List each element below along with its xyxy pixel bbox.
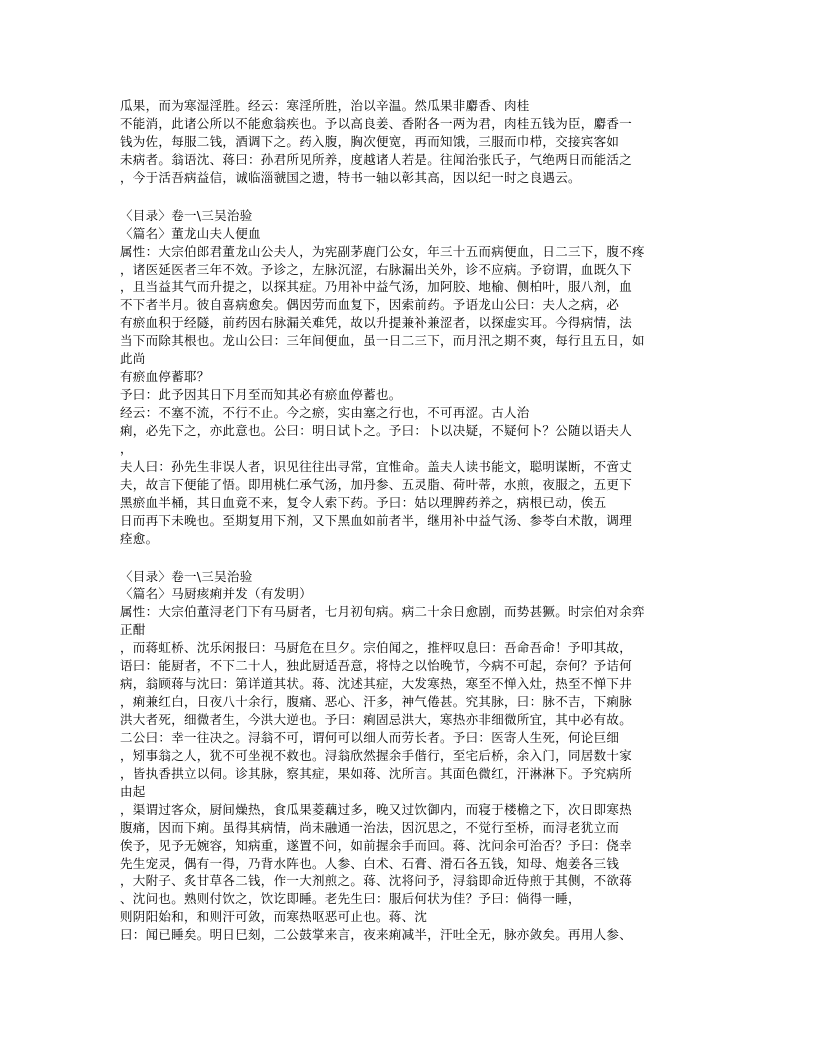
section-line: 、沈问也。熟则付饮之，饮讫即睡。老先生曰：服后何状为佳？予曰：倘得一睡， xyxy=(120,891,581,907)
document-page xyxy=(120,97,720,944)
section-line: ，皆执香拱立以伺。诊其脉，察其症，果如蒋、沈所言。其面色微红，汗淋淋下。予究病所 xyxy=(120,765,633,781)
section-line: 〈篇名〉董龙山夫人便血 xyxy=(120,225,261,241)
section-line: 夫，故言下便能了悟。即用桃仁承气汤，加丹参、五灵脂、荷叶蒂，水煎，夜服之，五更下 xyxy=(120,476,633,492)
section-line: ，诸医延医者三年不效。予诊之，左脉沉涩，右脉漏出关外，诊不应病。予窃谓，血既久下 xyxy=(120,261,633,277)
section-line: 曰：闻已睡矣。明日巳刻，二公鼓掌来言，夜来痢减半，汗吐全无，脉亦敛矣。再用人参、 xyxy=(120,927,633,943)
section-line: 二公曰：幸一往决之。浔翁不可，谓何可以细人而劳长者。予曰：医寄人生死，何论巨细 xyxy=(120,729,620,745)
section-line: 有瘀血停蓄耶？ xyxy=(120,369,210,385)
section-line: 〈篇名〉马厨痎痢并发（有发明） xyxy=(120,586,313,602)
section-line: 俟予，见予无婉容，知病重，遂置不问，如前握余手而回。蒋、沈问余可治否？予曰：侥幸 xyxy=(120,837,633,853)
section-line: 日而再下未晚也。至期复用下剂，又下黑血如前者半，继用补中益气汤、参苓白术散，调理 xyxy=(120,512,633,528)
paragraph-line: 不能消，此诸公所以不能愈翁疾也。予以高良姜、香附各一两为君，肉桂五钱为臣，麝香一 xyxy=(120,115,633,131)
section-line: 〈目录〉卷一\三吴治验 xyxy=(120,207,253,223)
section-line: ，渠谓过客众，厨间燥热，食瓜果菱藕过多，晚又过饮御内，而寝于楼檐之下，次日即寒热 xyxy=(120,801,633,817)
section-ma-cook-malaria-dysentery xyxy=(120,568,720,945)
section-line: 属性：大宗伯董浔老门下有马厨者，七月初旬病。病二十余日愈剧，而势甚獗。时宗伯对余弈 xyxy=(120,604,645,620)
section-line: 痢，必先下之，亦此意也。公曰：明日试卜之。予曰：卜以决疑，不疑何卜？公随以语夫人 xyxy=(120,422,633,438)
section-line: ，大附子、炙甘草各二钱，作一大剂煎之。蒋、沈将问予，浔翁即命近侍煎于其侧，不欲蒋 xyxy=(120,873,633,889)
section-line: 由起 xyxy=(120,783,146,799)
paragraph-line: ，今于活吾病益信，诚临淄虢国之遗，特书一轴以彰其高，因以纪一时之良遇云。 xyxy=(120,169,581,185)
section-line: 不下者半月。彼自喜病愈矣。偶因劳而血复下，因索前药。予语龙山公曰：夫人之病，必 xyxy=(120,297,620,313)
section-line: 黑瘀血半桶，其日血竟不来，复令人索下药。予曰：姑以理脾药养之，病根已动，俟五 xyxy=(120,494,607,510)
section-line: 有瘀血积于经隧，前药因右脉漏关难凭，故以升提兼补兼涩者，以探虚实耳。今得病情，法 xyxy=(120,315,633,331)
section-line: 当下而除其根也。龙山公曰：三年间便血，虽一日二三下，而月汛之期不爽，每行且五日，如 xyxy=(120,333,645,349)
section-line: 此尚 xyxy=(120,351,146,367)
paragraph-continued-text xyxy=(120,97,720,187)
section-line: ，而蒋虹桥、沈乐闲报曰：马厨危在旦夕。宗伯闻之，推枰叹息曰：吾命吾命！予叩其故， xyxy=(120,640,633,656)
section-gap xyxy=(120,548,720,568)
section-line: ，痢兼红白，日夜八十余行，腹痛、恶心、汗多，神气倦甚。究其脉，曰：脉不吉，下痢脉 xyxy=(120,694,633,710)
section-line: 经云：不塞不流，不行不止。今之瘀，实由塞之行也，不可再涩。古人治 xyxy=(120,405,530,420)
section-line: ，且当益其气而升提之，以探其症。乃用补中益气汤，加阿胶、地榆、侧柏叶，服八剂，血 xyxy=(120,279,633,295)
section-line: 则阴阳始和，和则汗可敛，而寒热呕恶可止也。蒋、沈 xyxy=(120,909,428,925)
section-line: 腹痛，因而下痢。虽得其病情，尚未融通一治法，因沉思之，不觉行至桥，而浔老犹立而 xyxy=(120,819,620,835)
section-line: 〈目录〉卷一\三吴治验 xyxy=(120,568,253,584)
section-line: 夫人曰：孙先生非误人者，识见往往出寻常，宜惟命。盖夫人读书能文，聪明谋断，不啻丈 xyxy=(120,458,633,474)
section-line: 正酣 xyxy=(120,622,146,638)
section-line: 洪大者死，细微者生，今洪大逆也。予曰：痢固忌洪大，寒热亦非细微所宜，其中必有故。 xyxy=(120,712,633,727)
section-line: 属性：大宗伯郎君董龙山公夫人，为宪副茅鹿门公女，年三十五而病便血，日二三下，腹不疼 xyxy=(120,243,645,259)
paragraph-line: 未病者。翁语沈、蒋曰：孙君所见所养，度越诸人若是。往闻治张氏子，气绝两日而能活之 xyxy=(120,151,633,167)
section-line: 病，翁顾蒋与沈曰：第详道其状。蒋、沈述其症，大发寒热，寒至不惮入灶，热至不惮下井 xyxy=(120,676,633,692)
section-line: 语曰：能厨者，不下二十人，独此厨适吾意，将恃之以怡晚节，今病不可起，奈何？予诘何 xyxy=(120,658,633,674)
section-dong-longshan-wife-bloody-stool xyxy=(120,207,720,548)
section-line: 先生宠灵，偶有一得，乃背水阵也。人参、白术、石膏、滑石各五钱，知母、炮姜各三钱 xyxy=(120,855,620,871)
section-line: 予曰：此予因其日下月至而知其必有瘀血停蓄也。 xyxy=(120,387,402,403)
section-line: ，矧事翁之人，犹不可坐视不救也。浔翁欣然握余手偕行，至宅后桥，余入门，同居数十家 xyxy=(120,747,633,763)
section-line: ， xyxy=(120,440,133,456)
section-line: 痊愈。 xyxy=(120,530,159,546)
paragraph-line: 钱为佐，每服二钱，酒调下之。药入腹，胸次便宽，再而知饿，三服而巾栉，交接宾客如 xyxy=(120,133,620,149)
paragraph-line: 瓜果，而为寒湿淫胜。经云：寒淫所胜，治以辛温。然瓜果非麝香、肉桂 xyxy=(120,98,530,113)
section-gap xyxy=(120,187,720,207)
